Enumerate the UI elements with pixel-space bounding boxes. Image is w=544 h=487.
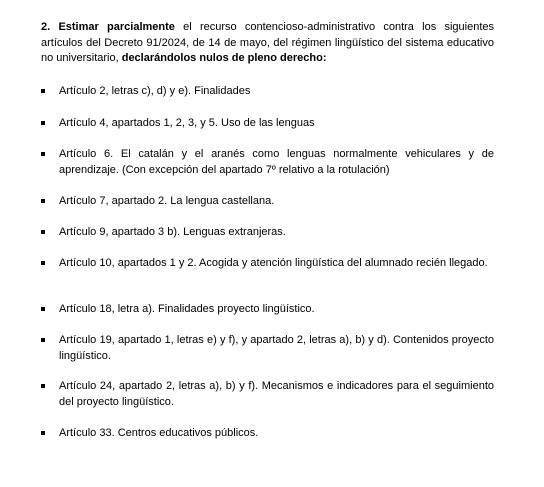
list-item: Artículo 24, apartado 2, letras a), b) y f). Mecanismos e indicadores para el seguimiento del proyecto lingüístico. xyxy=(41,379,494,426)
list-item: Artículo 19, apartado 1, letras e) y f), y apartado 2, letras a), b) y d). Contenidos proyecto lingüístico. xyxy=(41,333,494,379)
list-item: Artículo 6. El catalán y el aranés como lenguas normalmente vehiculares y de aprendizaje. (Con excepción del apartado 7º relativo a la rotulación) xyxy=(41,147,494,194)
bullet-icon xyxy=(41,261,45,265)
intro-bold-tail: declarándolos nulos de pleno derecho: xyxy=(121,52,327,64)
intro-number: 2. xyxy=(41,21,51,33)
bullet-icon xyxy=(41,199,45,203)
intro-paragraph xyxy=(41,20,494,67)
intro-text: el recurso contencioso-administrativo contra los siguientes artículos del Decreto 91/2024, de 14 de mayo, del régimen lingüístico del sistema educativo no universitario, xyxy=(41,21,494,64)
list-item: Artículo 9, apartado 3 b). Lenguas extranjeras. xyxy=(41,225,494,256)
bullet-icon xyxy=(41,152,45,156)
bullet-icon xyxy=(41,384,45,388)
bullet-icon xyxy=(41,431,45,435)
list-item: Artículo 4, apartados 1, 2, 3, y 5. Uso de las lenguas xyxy=(41,116,494,147)
list-item: Artículo 33. Centros educativos públicos. xyxy=(41,426,494,444)
bullet-icon xyxy=(41,338,45,342)
list-item: Artículo 18, letra a). Finalidades proyecto lingüístico. xyxy=(41,302,494,333)
article-list xyxy=(41,84,494,444)
list-item: Artículo 10, apartados 1 y 2. Acogida y atención lingüística del alumnado recién llegado. xyxy=(41,256,494,302)
list-item: Artículo 7, apartado 2. La lengua castellana. xyxy=(41,194,494,225)
list-item: Artículo 2, letras c), d) y e). Finalidades xyxy=(41,84,494,116)
bullet-icon xyxy=(41,230,45,234)
bullet-icon xyxy=(41,89,45,93)
bullet-icon xyxy=(41,307,45,311)
intro-bold-lead: Estimar parcialmente xyxy=(58,21,175,33)
bullet-icon xyxy=(41,121,45,125)
